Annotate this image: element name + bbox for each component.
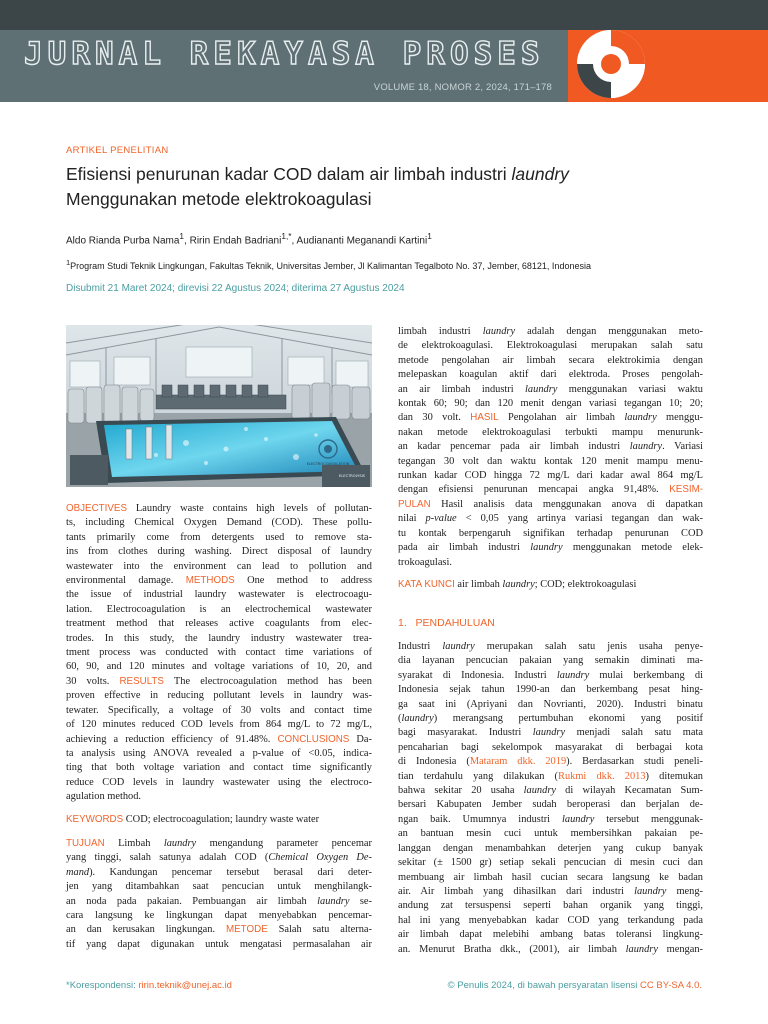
citation-link[interactable]: Mataram dkk. 2019: [469, 756, 567, 768]
license-note: © Penulis 2024, di bawah persyaratan lisensi CC BY-SA 4.0.: [447, 980, 702, 991]
author-name: Ririn Endah Badriani: [189, 235, 282, 247]
author-list: Aldo Rianda Purba Nama$^1$, Ririn Endah Badriani$^{1,*}$, Audiananti Meganandi Kartini$^1$: [66, 231, 432, 247]
kata-kunci-label: KATA KUNCI: [398, 578, 455, 590]
figure-caption-text: ELECTROLYSIS: [339, 474, 365, 478]
affiliation: $^1$Program Studi Teknik Lingkungan, Fakultas Teknik, Universitas Jember, Jl Kalimantan Tegalboto No. 37, Jember, 68121, Indonesia: [66, 258, 591, 271]
abstract-right-column: limbah industri laundry adalah dengan menggunakan meto- de elektrokoagulasi. Elektrokoagulasi merupakan salah satu metode pengolahan air limbah secara elektrokimia dengan melepaskan koagulan aktif dari elektroda. Proses pengolah- an air limbah industri laundry menggunakan variasi waktu kontak 60; 90; dan 120 menit dengan variasi tegangan 10; 20; dan 30 volt. HASIL Pengolahan air limbah laundry menggu- nakan metode elektrokoagulasi terbukti mampu menurunk- an kadar pencemar pada air limbah industri laundry. Variasi tegangan 30 volt dan waktu kontak 120 menit mampu menu- runkan kadar COD hingga 72 mg/L dari kadar awal 864 mg/L dengan efisiensi penurunan mencapai angka 91,48%. KESIM- PULAN Hasil analisis data menggunakan anova di dapatkan nilai p-value < 0,05 yang artinya variasi tegangan dan wak- tu kontak berpengaruh signifikan terhadap penurunan COD pada air limbah industri laundry menggunakan metode elek- trokoagulasi. KATA KUNCI air limbah laundry; COD; elektrokoagulasi: [398, 326, 704, 590]
article-title: Efisiensi penurunan kadar COD dalam air limbah industri laundry Menggunakan metode elektrokoagulasi: [66, 164, 569, 209]
volume-info: VOLUME 18, NOMOR 2, 2024, 171–178: [373, 82, 552, 93]
citation-link[interactable]: Rukmi dkk. 2013: [558, 770, 646, 782]
submission-dates: Disubmit 21 Maret 2024; direvisi 22 Agustus 2024; diterima 27 Agustus 2024: [66, 283, 405, 294]
journal-title: JURNAL REKAYASA PROSES: [24, 36, 545, 72]
abstract-left-column: OBJECTIVES Laundry waste contains high levels of pollutan- ts, including Chemical Oxygen Demand (COD). These pollu- tants primarily come from detergents used to remove sta- ins from clothes during washing. Direct disposal of laundry wastewater into the environment can lead to pollution and environmental damage. METHODS One method to address the issue of industrial laundry wastewater is electrocoagu- lation. Electrocoagulation is an electrochemical wastewater treatment method that releases active coagulants from elec- trodes. In this study, the laundry industry wastewater trea- tment process was conducted with contact time variations of 60, 90, and 120 minutes and voltage variations of 10, 20, and 30 volts. RESULTS The electrocoagulation method has been proven effective in reducing pollutant levels in laundry was- tewater. Specifically, a voltage of 30 volts and contact time of 120 minutes reduced COD levels from 864 mg/L to 72 mg/L, achieving a reduction efficiency of 91.48%. CONCLUSIONS Da- ta analysis using ANOVA revealed a p-value of <0.05, indica- ting that both voltage variation and contact time significantly reduce COD levels in laundry wastewater using the electroco- agulation method. KEYWORDS COD; electrocoagulation; laundry waste water TUJUAN Limbah laundry mengandung parameter pencemar yang tinggi, salah satunya adalah COD (Chemical Oxygen De- mand). Kandungan pencemar tersebut berasal dari deter- jen yang ditambahkan saat pencucian untuk menghilangk- an noda pada pakaian. Pembuangan air limbah laundry se- cara langsung ke lingkungan dapat menyebabkan pencemar- an dan kerusakan lingkungan. METODE Salah satu alterna- tif yang dapat digunakan untuk mengatasi permasalahan air: [66, 503, 373, 950]
correspondence: *Korespondensi: ririn.teknik@unej.ac.id: [66, 980, 232, 991]
graphical-abstract-image: [66, 325, 372, 487]
top-bar: [0, 0, 768, 30]
figure-logo-text: ELECTROCOAGULATION: [306, 462, 350, 466]
section-heading: 1. PENDAHULUAN: [398, 617, 495, 629]
author-name: Aldo Rianda Purba Nama: [66, 235, 180, 247]
keywords-label: KEYWORDS: [66, 813, 124, 825]
author-name: Audiananti Meganandi Kartini: [296, 235, 428, 247]
email-link[interactable]: ririn.teknik@unej.ac.id: [138, 980, 232, 991]
introduction-text: Industri laundry merupakan salah satu jenis usaha penye- dia layanan pencucian pakaian yang semakin diminati ma- syarakat di Indonesia. Industri laundry mulai berkembang di Indonesia sejak tahun 1990-an dan berkembang pesat hing- ga saat ini (Apriyani dan Novrianti, 2020). Industri binatu (laundry) merangsang pertumbuhan ekonomi yang positif bagi masyarakat. Industri laundry menjadi salah satu mata pencaharian bagi sekelompok masyarakat di berbagai kota di Indonesia (Mataram dkk. 2019). Berdasarkan studi peneli- tian terdahulu yang dilakukan (Rukmi dkk. 2013) ditemukan bahwa sekitar 20 usaha laundry di wilayah Kecamatan Sum- bersari Kabupaten Jember sudah beroperasi dan berjalan de- ngan baik. Umumnya industri laundry tersebut menggunak- an bantuan mesin cuci untuk membersihkan pakaian pe- langgan dengan menambahkan deterjen yang cukup banyak sekitar (± 1500 gr) setiap sekali pencucian di mesin cuci dan membuang air limbah hasil cucian secara langsung ke badan air. Air limbah yang dihasilkan dari industri laundry meng- andung zat tersuspensi seperti bahan organik yang tinggi, hal ini yang menyebabkan kadar COD yang terkandung pada air limbah dapat melebihi ambang batas toleransi lingkung- an. Menurut Bratha dkk., (2001), air limbah laundry mengan-: [398, 641, 704, 955]
license-link[interactable]: CC BY-SA 4.0.: [640, 980, 702, 991]
keywords: COD; electrocoagulation; laundry waste water: [123, 813, 320, 825]
article-type: ARTIKEL PENELITIAN: [66, 145, 169, 156]
journal-logo-icon: [572, 20, 650, 108]
